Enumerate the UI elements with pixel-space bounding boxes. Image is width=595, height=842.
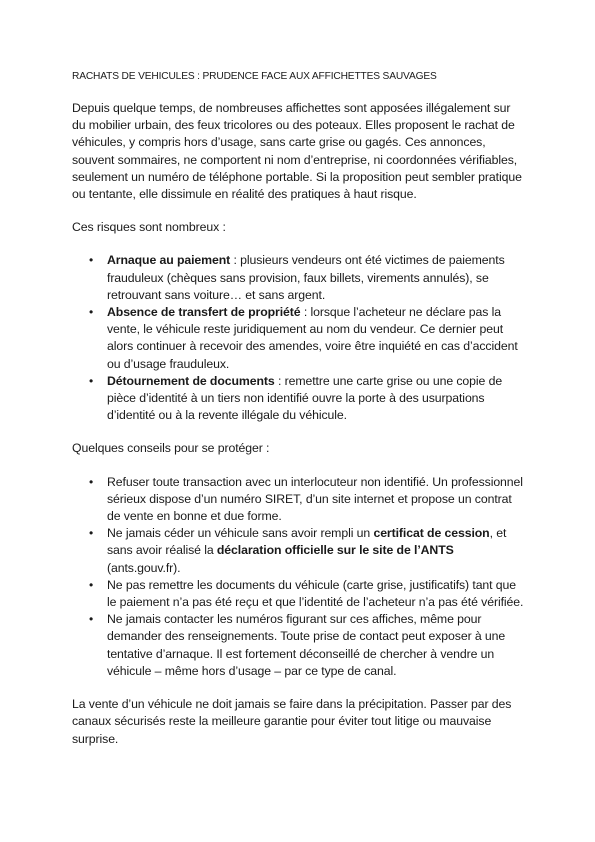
risk-label: Détournement de documents [107,373,275,388]
list-item [72,252,524,304]
bullet-icon: • [89,526,94,541]
advice-text: (ants.gouv.fr). [107,560,181,575]
document-title: RACHATS DE VEHICULES : PRUDENCE FACE AUX AFFICHETTES SAUVAGES [72,71,437,82]
risk-label: Arnaque au paiement [107,253,231,268]
advice-text: Ne jamais contacter les numéros figurant sur ces affiches, même pour demander des renseignements. Toute prise de contact peut exposer à une tentative d’arnaque. Il est fortement déconseillé de chercher à vendre un véhicule – même hors d’usage – par ce type de canal. [107,612,506,678]
bullet-icon: • [89,305,94,320]
advice-text: Ne jamais céder un véhicule sans avoir rempli un [107,526,374,541]
risks-list [72,252,524,424]
advice-text: Ne pas remettre les documents du véhicule (carte grise, justificatifs) tant que le paiement n’a pas été reçu et que l’identité de l’acheteur n’a pas été vérifiée. [107,577,524,610]
bullet-icon: • [89,253,94,268]
list-item [72,474,524,526]
bullet-icon: • [89,373,94,388]
advice-text: Refuser toute transaction avec un interlocuteur non identifié. Un professionnel sérieux dispose d’un numéro SIRET, d’un site internet et propose un contrat de vente en bonne et due forme. [107,474,523,524]
document-page [72,70,524,764]
risk-text: : remettre une carte grise ou une copie de pièce d’identité à un tiers non identifié ouvre la porte à des usurpations d’identité ou à la revente illégale du véhicule. [107,373,503,423]
list-item [72,304,524,373]
list-item [72,373,524,425]
risk-text: : plusieurs vendeurs ont été victimes de paiements frauduleux (chèques sans provision, faux billets, virements annulés), se retrouvant sans voiture… et sans argent. [107,253,505,302]
advice-heading: Quelques conseils pour se protéger : [72,441,270,456]
advice-list [72,474,524,680]
conclusion-paragraph: La vente d’un véhicule ne doit jamais se faire dans la précipitation. Passer par des canaux sécurisés reste la meilleure garantie pour éviter tout litige ou mauvaise surprise. [72,697,512,746]
advice-text: , et sans avoir réalisé la [107,526,507,558]
bullet-icon: • [89,612,94,627]
bullet-icon: • [89,474,94,489]
list-item [72,525,524,577]
risk-text: : lorsque l’acheteur ne déclare pas la vente, le véhicule reste juridiquement au nom du vendeur. Ce dernier peut alors continuer à recevoir des amendes, voire être inquiété en cas d’accident ou d’usage frauduleux. [107,305,518,371]
intro-paragraph: Depuis quelque temps, de nombreuses affichettes sont apposées illégalement sur du mobilier urbain, des feux tricolores ou des poteaux. Elles proposent le rachat de véhicules, y compris hors d’usage, sans carte grise ou gagés. Ces annonces, souvent sommaires, ne comportent ni nom d’entreprise, ni coordonnées vérifiables, seulement un numéro de téléphone portable. Si la proposition peut sembler pratique ou tentante, elle dissimule en réalité des pratiques à haut risque. [72,101,522,202]
ants-emphasis: déclaration officielle sur le site de l’ANTS [216,543,454,558]
list-item [72,611,524,680]
bullet-icon: • [89,577,94,592]
risks-heading: Ces risques sont nombreux : [72,220,226,235]
certificate-emphasis: certificat de cession [373,526,490,541]
risk-label: Absence de transfert de propriété [107,305,301,320]
list-item [72,577,524,611]
